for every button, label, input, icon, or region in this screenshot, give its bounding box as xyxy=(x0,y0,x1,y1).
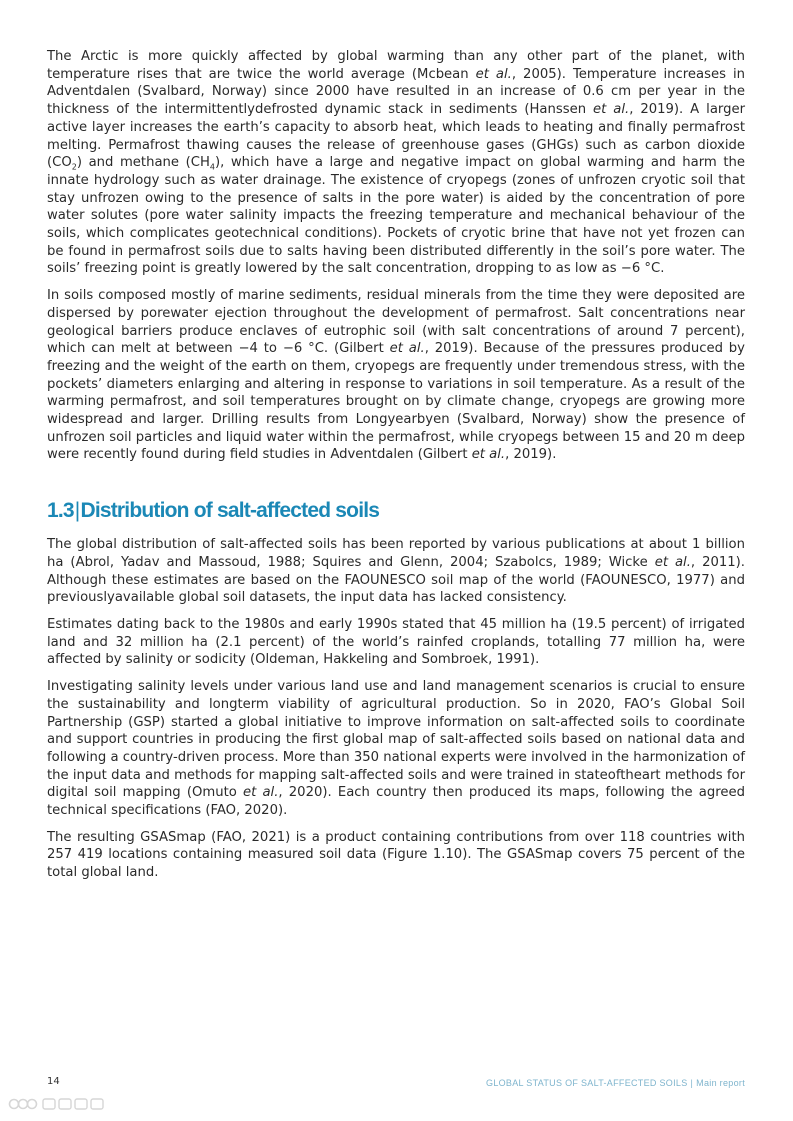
footer-report-type: Main report xyxy=(696,1078,745,1088)
paragraph-global-distribution: The global distribution of salt-affected soils has been reported by various publications at about 1 billion ha (Abrol, Yadav and Massoud, 1988; Squires and Glenn, 2004; Szabolcs, 1989; Wicke et al., 2011). Although these estimates are based on the FAOUNESCO soil map of the world (FAOUNESCO, 1977) and previouslyavailable global soil datasets, the input data has lacked consistency. xyxy=(47,537,745,606)
watermark-mark xyxy=(42,1096,108,1112)
paragraph-arctic-warming: The Arctic is more quickly affected by global warming than any other part of the planet, with temperature rises that are twice the world average (Mcbean et al., 2005). Temperature increases in Adventdalen (Svalbard, Norway) since 2000 have resulted in an increase of 0.6 cm per year in the thickness of the intermittentlydefrosted dynamic stack in sediments (Hanssen et al., 2019). A larger active layer increases the earth’s capacity to absorb heat, which leads to heating and finally permafrost melting. Permafrost thawing causes the release of greenhouse gases (GHGs) such as carbon dioxide $(CO_2)$ and methane $(CH_4)$, which have a large and negative impact on global warming and harm the innate hydrology such as water drainage. The existence of cryopegs (zones of unfrozen cryotic soil that stay unfrozen owing to the presence of salts in the pore water) is aided by the concentration of pore water solutes (pore water salinity impacts the freezing temperature and mechanical behaviour of the soils, which complicates geotechnical conditions). Pockets of cryotic brine that have not yet frozen can be found in permafrost soils due to salts having been distributed differently in the soil’s pore water. The soils’ freezing point is greatly lowered by the salt concentration, dropping to as low as −6 °C. xyxy=(47,49,745,277)
footer-separator: | xyxy=(690,1078,694,1088)
page-content xyxy=(47,48,745,891)
paragraph-marine-sediments: In soils composed mostly of marine sediments, residual minerals from the time they were deposited are dispersed by porewater ejection throughout the development of permafrost. Salt concentrations near geological barriers produce enclaves of eutrophic soil (with salt concentrations of around 7 percent), which can melt at between −4 to −6 °C. (Gilbert et al., 2019). Because of the pressures produced by freezing and the weight of the earth on them, cryopegs are frequently under tremendous stress, with the pockets’ diameters enlarging and altering in response to variations in soil temperature. As a result of the warming permafrost, and soil temperatures brought on by climate change, cryopegs are growing more widespread and larger. Drilling results from Longyearbyen (Svalbard, Norway) show the presence of unfrozen soil particles and liquid water within the permafrost, while cryopegs between 15 and 20 m deep were recently found during field studies in Adventdalen (Gilbert et al., 2019). xyxy=(47,288,745,463)
paragraph-estimates-1980s: Estimates dating back to the 1980s and early 1990s stated that 45 million ha (19.5 percent) of irrigated land and 32 million ha (2.1 percent) of the world’s rainfed croplands, totalling 77 million ha, were affected by salinity or sodicity (Oldeman, Hakkeling and Sombroek, 1991). xyxy=(47,616,745,668)
section-heading xyxy=(47,498,745,524)
page-number: 14 xyxy=(47,1076,60,1087)
paragraph-gsasmap: The resulting GSASmap (FAO, 2021) is a product containing contributions from over 118 countries with 257 419 locations containing measured soil data (Figure 1.10). The GSASmap covers 75 percent of the total global land. xyxy=(47,829,745,881)
footer-report-title: GLOBAL STATUS OF SALT-AFFECTED SOILS xyxy=(486,1078,688,1088)
paragraph-gsp-initiative: Investigating salinity levels under various land use and land management scenarios is crucial to ensure the sustainability and longterm viability of agricultural production. So in 2020, FAO’s Global Soil Partnership (GSP) started a global initiative to improve information on salt-affected soils to coordinate and support countries in producing the first global map of salt-affected soils based on national data and following a country-driven process. More than 350 national experts were involved in the harmonization of the input data and methods for mapping salt-affected soils and were trained in stateoftheart methods for digital soil mapping (Omuto et al., 2020). Each country then produced its maps, following the agreed technical specifications (FAO, 2020). xyxy=(47,679,745,819)
watermark-logo xyxy=(8,1096,108,1112)
running-footer xyxy=(486,1078,745,1088)
section-separator: | xyxy=(74,499,80,523)
section-title: Distribution of salt-affected soils xyxy=(80,499,380,523)
watermark-icon xyxy=(8,1096,38,1112)
section-number: 1.3 xyxy=(47,499,74,523)
